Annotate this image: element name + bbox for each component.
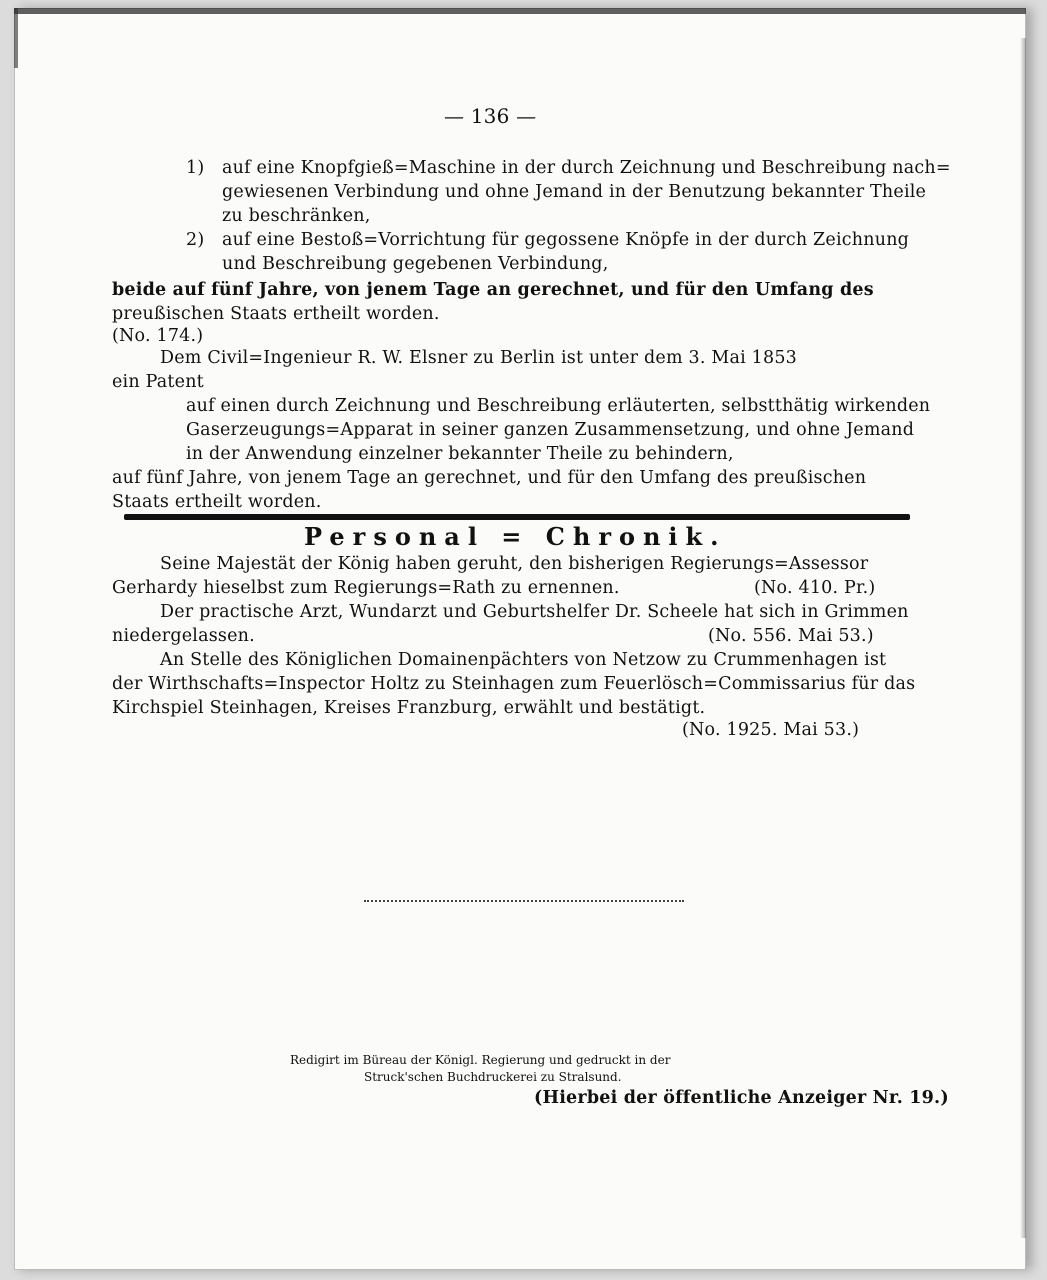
item-line: Gaserzeugungs=Apparat in seiner ganzen Zusammensetzung, und ohne Jemand (186, 420, 915, 440)
reference-number: (No. 1925. Mai 53.) (682, 720, 860, 740)
chronik-line: An Stelle des Königlichen Domainenpächters von Netzow zu Crummenhagen ist (160, 650, 887, 670)
chronik-line: der Wirthschafts=Inspector Holtz zu Steinhagen zum Feuerlösch=Commissarius für das (112, 674, 916, 694)
section-heading: Personal = Chronik. (304, 522, 727, 551)
page-number: — 136 — (444, 104, 537, 128)
dotted-separator (364, 900, 684, 902)
reference-number: (No. 174.) (112, 326, 204, 346)
chronik-line: Seine Majestät der König haben geruht, den bisherigen Regierungs=Assessor (160, 554, 869, 574)
document-page (14, 8, 1026, 1270)
item-number: 2) (186, 230, 205, 250)
item-line: auf eine Knopfgieß=Maschine in der durch Zeichnung und Beschreibung nach= (222, 158, 951, 178)
item-line: gewiesenen Verbindung und ohne Jemand in der Benutzung bekannter Theile (222, 182, 927, 202)
printer-line: Struck'schen Buchdruckerei zu Stralsund. (364, 1070, 622, 1084)
paragraph-line: Dem Civil=Ingenieur R. W. Elsner zu Berlin ist unter dem 3. Mai 1853 (160, 348, 798, 368)
item-line: in der Anwendung einzelner bekannter Theile zu behindern, (186, 444, 734, 464)
reference-number: (No. 556. Mai 53.) (708, 626, 874, 646)
chronik-line: Der practische Arzt, Wundarzt und Geburtshelfer Dr. Scheele hat sich in Grimmen (160, 602, 909, 622)
item-line: auf einen durch Zeichnung und Beschreibung erläuterten, selbstthätig wirkenden (186, 396, 931, 416)
item-line: und Beschreibung gegebenen Verbindung, (222, 254, 609, 274)
paragraph-line: Staats ertheilt worden. (112, 492, 322, 512)
paragraph-line: preußischen Staats ertheilt worden. (112, 304, 440, 324)
section-rule (124, 514, 910, 520)
scan-edge-top (14, 8, 1026, 14)
paragraph-line: beide auf fünf Jahre, von jenem Tage an gerechnet, und für den Umfang des (112, 280, 874, 300)
printer-line: Redigirt im Büreau der Königl. Regierung und gedruckt in der (290, 1053, 671, 1067)
chronik-line: Kirchspiel Steinhagen, Kreises Franzburg, erwählt und bestätigt. (112, 698, 706, 718)
reference-number: (No. 410. Pr.) (754, 578, 876, 598)
supplement-note: (Hierbei der öffentliche Anzeiger Nr. 19.) (534, 1088, 949, 1108)
item-line: auf eine Bestoß=Vorrichtung für gegossene Knöpfe in der durch Zeichnung (222, 230, 910, 250)
item-line: zu beschränken, (222, 206, 371, 226)
item-number: 1) (186, 158, 205, 178)
scan-edge-right (1020, 38, 1026, 1238)
paragraph-line: ein Patent (112, 372, 204, 392)
paragraph-line: auf fünf Jahre, von jenem Tage an gerechnet, und für den Umfang des preußischen (112, 468, 867, 488)
chronik-line: Gerhardy hieselbst zum Regierungs=Rath zu ernennen. (112, 578, 620, 598)
scan-edge-left (14, 8, 18, 68)
chronik-line: niedergelassen. (112, 626, 255, 646)
